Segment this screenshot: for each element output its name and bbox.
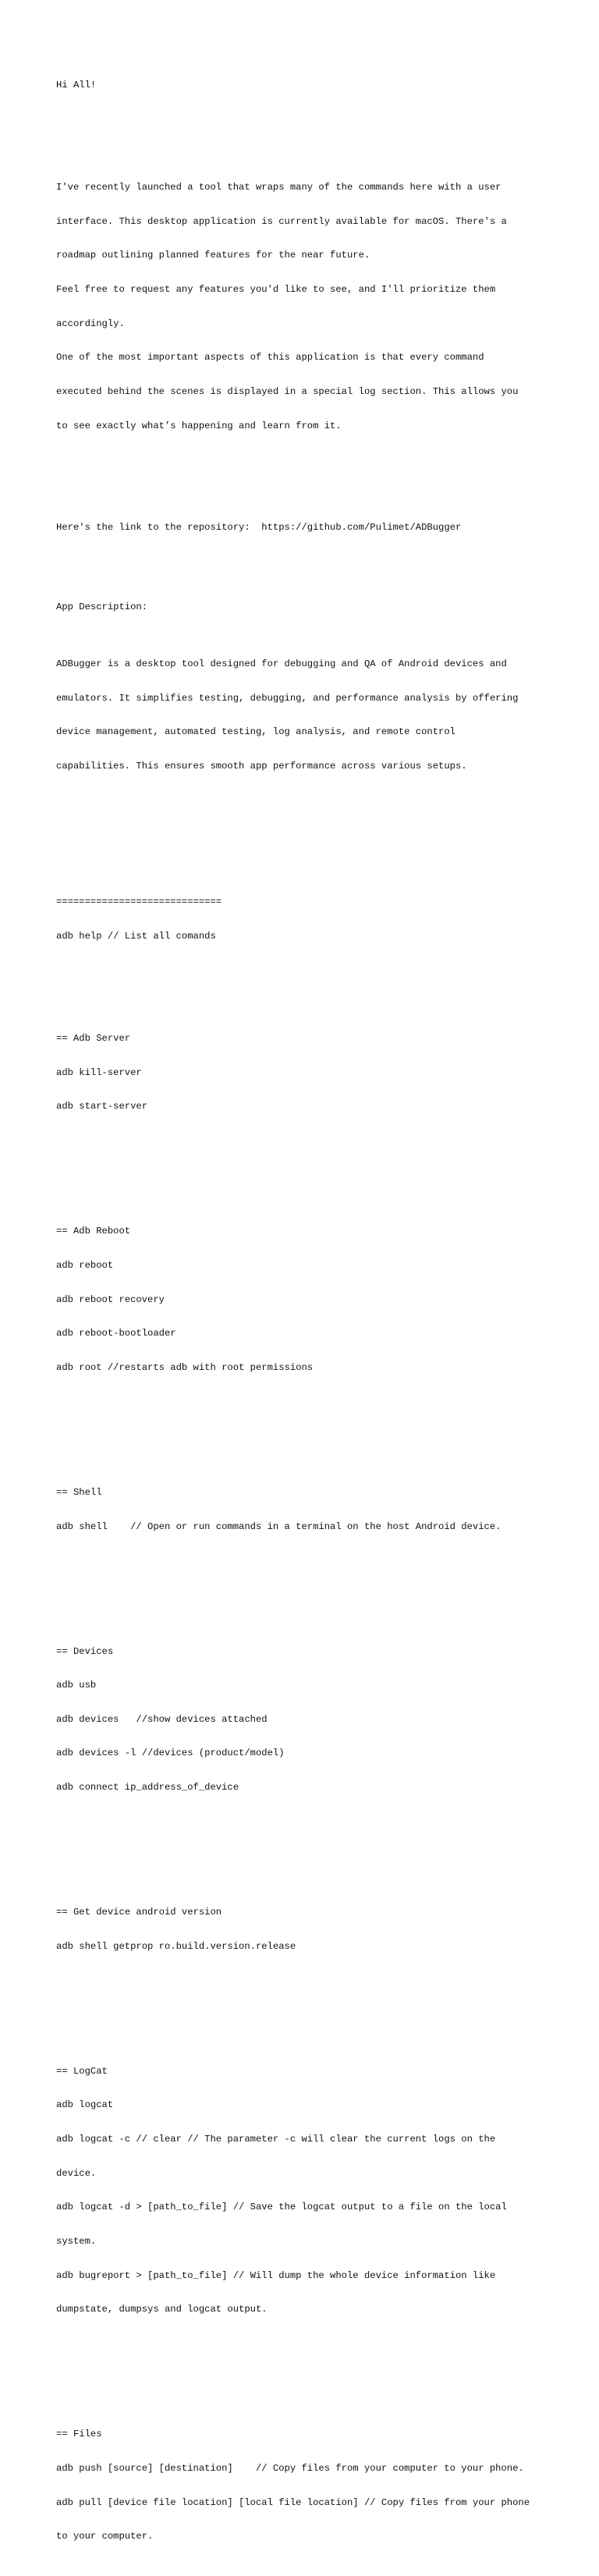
command-line: adb usb [56, 1680, 97, 1691]
section-devices [56, 1623, 555, 1815]
section-adb-server [56, 1010, 555, 1135]
command-line: adb push [source] [destination] // Copy files from your computer to your phone. [56, 2462, 524, 2474]
command-line: adb logcat -d > [path_to_file] // Save the logcat output to a file on the local [56, 2202, 507, 2213]
app-description-heading: App Description: [56, 601, 148, 613]
spacer [56, 556, 555, 568]
section-shell [56, 1464, 555, 1555]
command-line: adb logcat -c // clear // The parameter -c will clear the current logs on the [56, 2134, 496, 2145]
section-heading: == Devices [56, 1645, 114, 1657]
spacer [56, 851, 555, 863]
section-heading: == Shell [56, 1486, 102, 1498]
command-line: adb root //restarts adb with root permissions [56, 1361, 314, 1373]
command-line: adb shell getprop ro.build.version.release [56, 1940, 296, 1952]
intro-line: accordingly. [56, 318, 125, 329]
help-command: adb help // List all comands [56, 931, 216, 942]
command-line: adb pull [device file location] [local file location] // Copy files from your phone [56, 2496, 530, 2508]
command-line: adb devices -l //devices (product/model) [56, 1747, 285, 1759]
spacer [56, 477, 555, 488]
command-line: adb bugreport > [path_to_file] // Will dump the whole device information like [56, 2269, 496, 2281]
section-files [56, 2406, 555, 2565]
command-line: system. [56, 2236, 97, 2247]
spacer [56, 1577, 555, 1589]
command-line: dumpstate, dumpsys and logcat output. [56, 2304, 268, 2315]
intro-line: roadmap outlining planned features for the near future. [56, 250, 370, 261]
repository-link-line[interactable]: Here's the link to the repository: https://github.com/Pulimet/ADBugger [56, 522, 462, 534]
intro-line: Feel free to request any features you'd like to see, and I'll prioritize them [56, 283, 496, 295]
spacer [56, 1839, 555, 1850]
intro-line: to see exactly what’s happening and learn from it. [56, 420, 342, 431]
command-line: to your computer. [56, 2531, 154, 2542]
command-line: adb reboot-bootloader [56, 1328, 176, 1339]
section-heading: == Adb Reboot [56, 1226, 131, 1237]
intro-paragraph [56, 159, 555, 454]
section-android-version [56, 1884, 555, 1975]
spacer [56, 2361, 555, 2372]
separator-line: ============================= [56, 896, 222, 908]
intro-line: One of the most important aspects of this application is that every command [56, 352, 484, 364]
command-line: adb kill-server [56, 1066, 142, 1078]
spacer [56, 1998, 555, 2010]
spacer [56, 114, 555, 126]
section-adb-reboot [56, 1203, 555, 1396]
app-description-line: ADBugger is a desktop tool designed for debugging and QA of Android devices and [56, 658, 507, 669]
spacer [56, 818, 555, 829]
document-body [56, 57, 555, 2576]
command-line: adb connect ip_address_of_device [56, 1782, 239, 1794]
spacer [56, 965, 555, 977]
section-logcat [56, 2043, 555, 2338]
command-line: adb reboot [56, 1259, 114, 1271]
app-description-line: capabilities. This ensures smooth app performance across various setups. [56, 760, 467, 772]
app-description-line: device management, automated testing, log analysis, and remote control [56, 726, 455, 738]
app-description [56, 636, 555, 795]
section-heading: == Files [56, 2429, 102, 2440]
section-heading: == Get device android version [56, 1907, 222, 1918]
command-line: device. [56, 2167, 97, 2179]
section-heading: == LogCat [56, 2065, 108, 2077]
command-line: adb reboot recovery [56, 1293, 165, 1305]
app-description-line: emulators. It simplifies testing, debugging, and performance analysis by offering [56, 692, 519, 704]
intro-line: I've recently launched a tool that wraps many of the commands here with a user [56, 182, 502, 193]
spacer [56, 1419, 555, 1431]
section-heading: == Adb Server [56, 1033, 131, 1045]
spacer [56, 1158, 555, 1169]
greeting: Hi All! [56, 80, 97, 91]
command-line: adb shell // Open or run commands in a terminal on the host Android device. [56, 1520, 502, 1532]
command-line: adb start-server [56, 1101, 148, 1112]
intro-line: executed behind the scenes is displayed in a special log section. This allows you [56, 385, 519, 397]
intro-line: interface. This desktop application is currently available for macOS. There's a [56, 215, 507, 227]
command-line: adb logcat [56, 2099, 114, 2111]
command-line: adb devices //show devices attached [56, 1713, 268, 1725]
